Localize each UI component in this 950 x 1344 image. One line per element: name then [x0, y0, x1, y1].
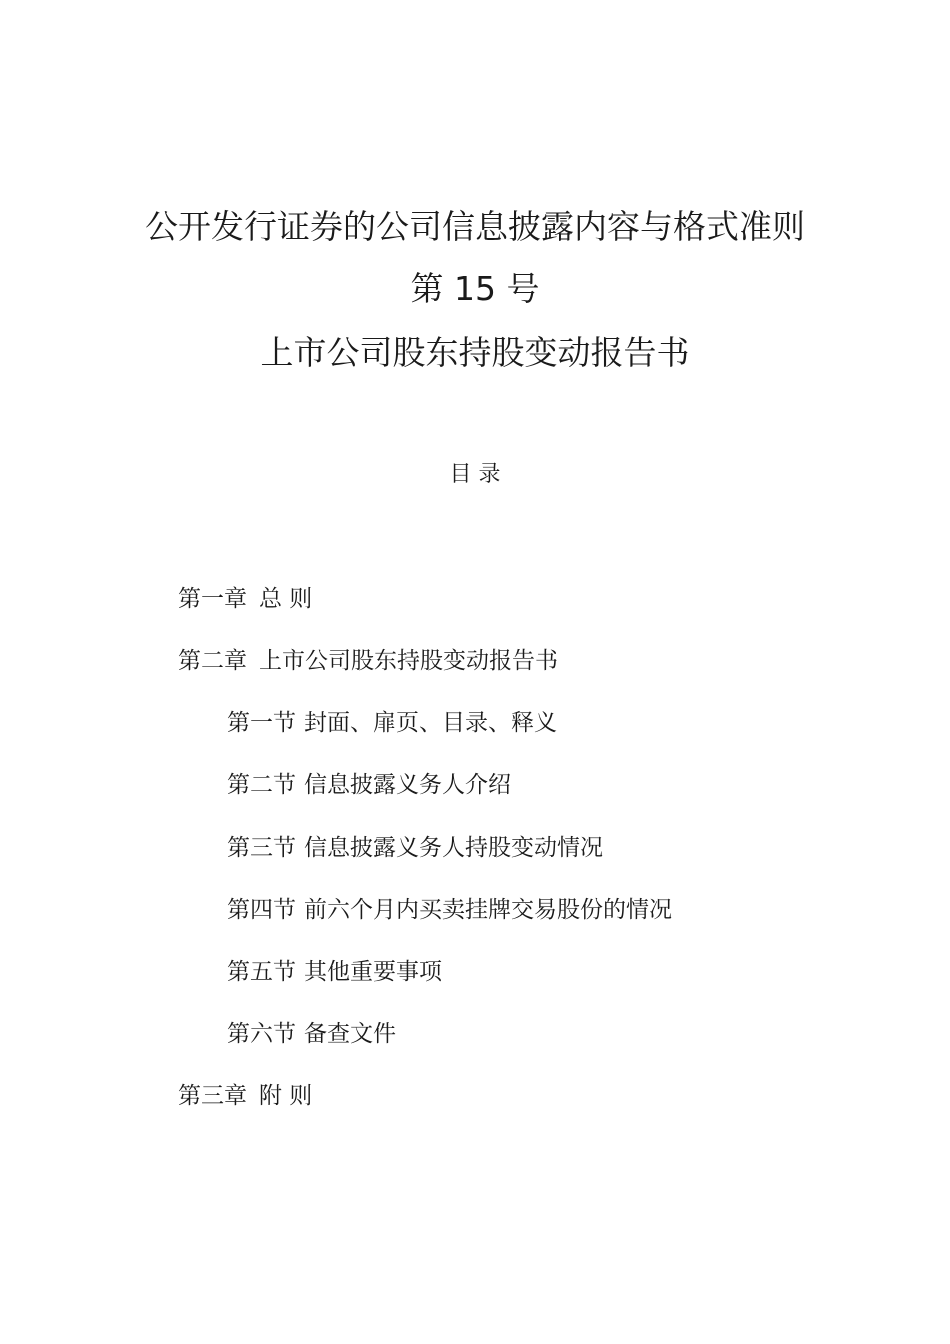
- toc-section-1: [227, 708, 557, 738]
- toc-chapter-3: [178, 1081, 312, 1111]
- document-title-line3: 上市公司股东持股变动报告书: [260, 333, 690, 372]
- toc-item-number: 第三章: [178, 1083, 247, 1109]
- toc-item-text: 信息披露义务人持股变动情况: [304, 835, 603, 861]
- toc-chapter-1: [178, 584, 312, 614]
- toc-item-number: 第六节: [227, 1021, 296, 1047]
- toc-section-6: [227, 1019, 396, 1049]
- toc-item-number: 第五节: [227, 959, 296, 985]
- toc-item-text: 封面、扉页、目录、释义: [304, 710, 557, 736]
- document-title-line1: 公开发行证券的公司信息披露内容与格式准则: [145, 207, 805, 246]
- toc-section-3: [227, 833, 603, 863]
- toc-item-text: 前六个月内买卖挂牌交易股份的情况: [304, 897, 672, 923]
- toc-item-text: 总 则: [259, 586, 313, 612]
- toc-item-number: 第一节: [227, 710, 296, 736]
- toc-section-4: [227, 895, 672, 925]
- toc-chapter-2: [178, 646, 558, 676]
- toc-section-2: [227, 770, 511, 800]
- toc-item-text: 备查文件: [304, 1021, 396, 1047]
- toc-item-number: 第一章: [178, 586, 247, 612]
- toc-item-number: 第四节: [227, 897, 296, 923]
- toc-item-number: 第二章: [178, 648, 247, 674]
- toc-item-number: 第三节: [227, 835, 296, 861]
- toc-item-text: 信息披露义务人介绍: [304, 772, 511, 798]
- toc-heading: 目 录: [449, 462, 501, 487]
- toc-item-text: 其他重要事项: [304, 959, 442, 985]
- toc-item-text: 附 则: [259, 1083, 313, 1109]
- toc-item-text: 上市公司股东持股变动报告书: [259, 648, 558, 674]
- toc-section-5: [227, 957, 442, 987]
- toc-item-number: 第二节: [227, 772, 296, 798]
- document-title-line2: 第 15 号: [410, 269, 540, 308]
